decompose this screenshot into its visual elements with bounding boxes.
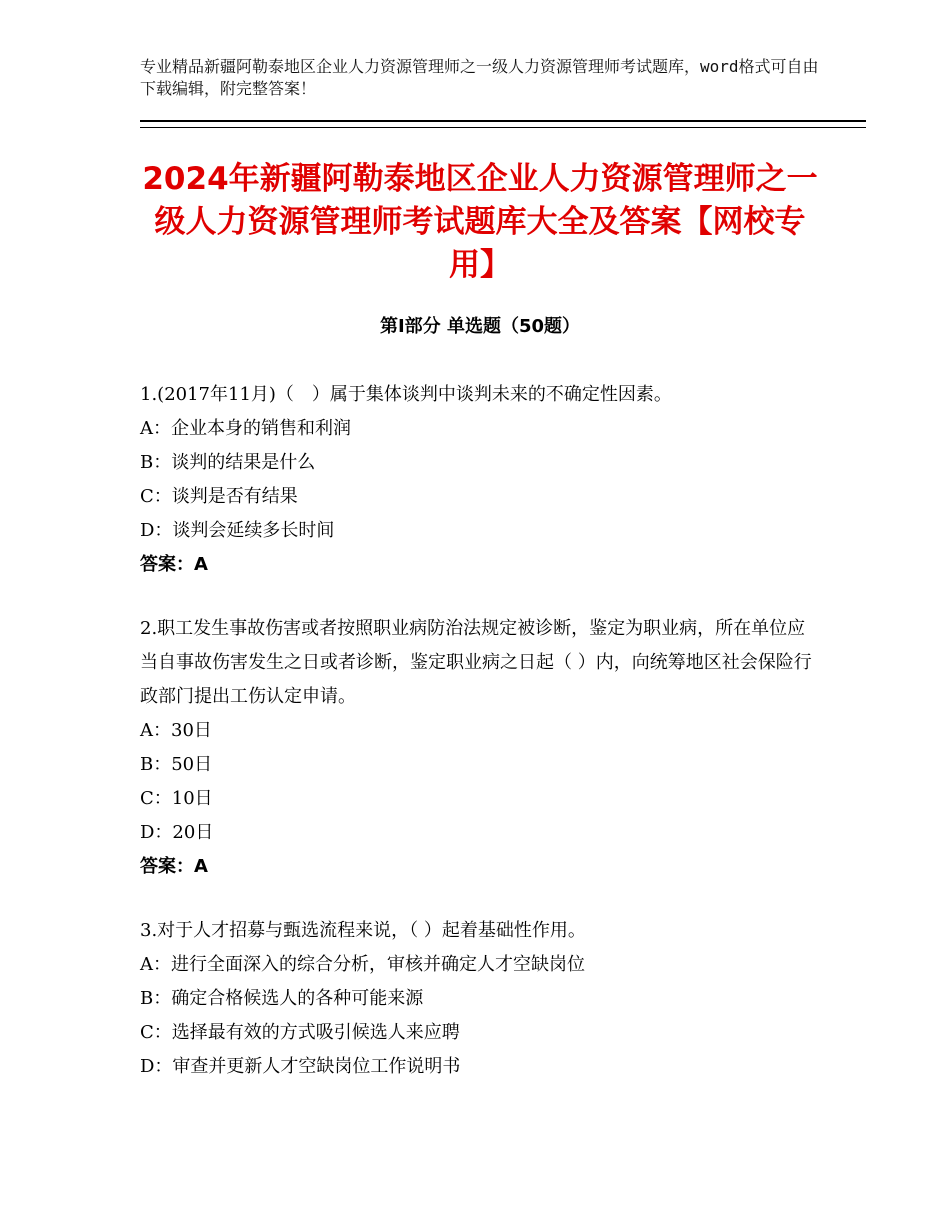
option-b: B：确定合格候选人的各种可能来源 — [140, 988, 424, 1009]
option-b: B：50日 — [140, 754, 213, 775]
header-note: 专业精品新疆阿勒泰地区企业人力资源管理师之一级人力资源管理师考试题库，word格式可自由下载编辑，附完整答案！ — [140, 57, 819, 98]
option-d: D：20日 — [140, 822, 214, 843]
question-2 — [140, 612, 820, 884]
question-list — [140, 378, 820, 1114]
option-a: A：进行全面深入的综合分析，审核并确定人才空缺岗位 — [140, 954, 585, 975]
answer: 答案：A — [140, 554, 208, 575]
option-a: A：30日 — [140, 720, 212, 741]
answer: 答案：A — [140, 856, 208, 877]
question-text: 1.(2017年11月)（ ）属于集体谈判中谈判未来的不确定性因素。 — [140, 384, 672, 405]
option-d: D：谈判会延续多长时间 — [140, 520, 335, 541]
section-title: 第Ⅰ部分 单选题（50题） — [379, 316, 580, 337]
question-1 — [140, 378, 820, 582]
option-d: D：审查并更新人才空缺岗位工作说明书 — [140, 1056, 461, 1077]
option-b: B：谈判的结果是什么 — [140, 452, 316, 473]
question-text: 2.职工发生事故伤害或者按照职业病防治法规定被诊断，鉴定为职业病，所在单位应当自事故伤害发生之日或者诊断，鉴定职业病之日起（ ）内，向统筹地区社会保险行政部门提出工伤认定申请。 — [140, 618, 812, 707]
document-title: 2024年新疆阿勒泰地区企业人力资源管理师之一级人力资源管理师考试题库大全及答案【网校专用】 — [142, 161, 818, 283]
question-text: 3.对于人才招募与甄选流程来说，（ ）起着基础性作用。 — [140, 920, 586, 941]
question-3 — [140, 914, 820, 1084]
option-c: C：谈判是否有结果 — [140, 486, 298, 507]
header-divider — [140, 120, 866, 128]
option-a: A：企业本身的销售和利润 — [140, 418, 351, 439]
option-c: C：选择最有效的方式吸引候选人来应聘 — [140, 1022, 460, 1043]
option-c: C：10日 — [140, 788, 213, 809]
